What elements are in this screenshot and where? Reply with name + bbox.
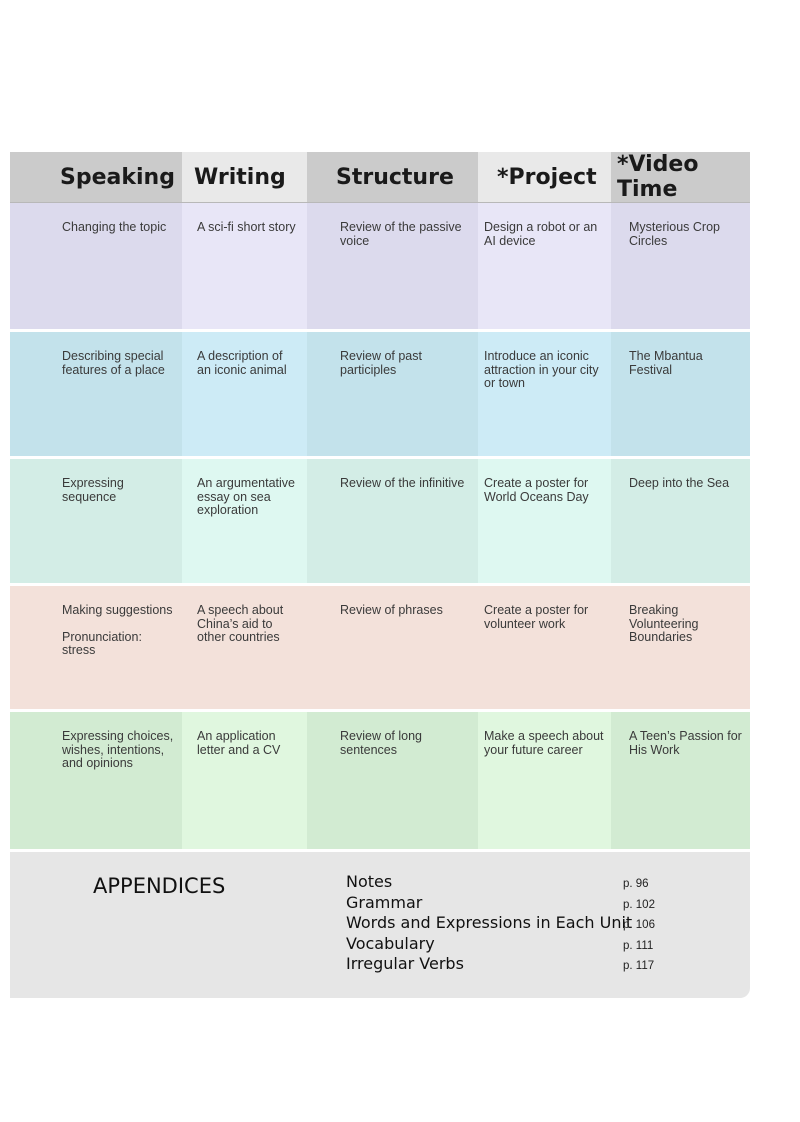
video-cell: Deep into the Sea	[611, 456, 750, 583]
appendix-item-grammar[interactable]	[346, 893, 655, 914]
project-cell: Introduce an iconic attraction in your city or town	[478, 329, 611, 456]
structure-cell: Review of past participles	[307, 329, 478, 456]
appendix-item-notes[interactable]	[346, 872, 655, 893]
header-project: *Project	[478, 152, 611, 203]
structure-cell: Review of phrases	[307, 583, 478, 709]
appendix-name: Notes	[346, 872, 393, 891]
appendices-title: APPENDICES	[93, 874, 226, 898]
speaking-cell	[10, 583, 182, 709]
header-writing: Writing	[182, 152, 307, 203]
appendix-name: Words and Expressions in Each Unit	[346, 913, 633, 932]
writing-cell: A sci-fi short story	[182, 203, 307, 329]
video-cell: Breaking Volunteering Boundaries	[611, 583, 750, 709]
project-cell: Create a poster for volunteer work	[478, 583, 611, 709]
appendix-name: Vocabulary	[346, 933, 435, 953]
appendix-name: Grammar	[346, 892, 423, 912]
speaking-cell	[10, 203, 182, 329]
writing-cell: A speech about China’s aid to other countries	[182, 583, 307, 709]
writing-cell: An argumentative essay on sea exploration	[182, 456, 307, 583]
structure-cell: Review of long sentences	[307, 709, 478, 849]
header-speaking: Speaking	[10, 152, 182, 203]
appendix-page: p. 117	[623, 960, 655, 972]
speaking-cell	[10, 709, 182, 849]
contents-table	[10, 152, 750, 849]
appendix-page: p. 106	[623, 919, 655, 931]
video-cell: Mysterious Crop Circles	[611, 203, 750, 329]
writing-cell: An application letter and a CV	[182, 709, 307, 849]
speaking-text: Describing special features of a place	[62, 349, 165, 377]
appendix-name: Irregular Verbs	[346, 954, 464, 973]
appendix-item-irregular-verbs[interactable]	[346, 954, 655, 975]
header-structure: Structure	[307, 152, 478, 203]
appendix-page: p. 111	[623, 939, 654, 952]
appendix-page: p. 102	[623, 898, 655, 911]
speaking-cell	[10, 456, 182, 583]
speaking-cell	[10, 329, 182, 456]
speaking-text: Expressing sequence	[62, 476, 124, 504]
pronunciation-text: Pronunciation: stress	[62, 629, 142, 657]
writing-cell: A description of an iconic animal	[182, 329, 307, 456]
appendices-panel	[10, 852, 750, 998]
project-cell: Design a robot or an AI device	[478, 203, 611, 329]
appendix-item-vocabulary[interactable]	[346, 934, 655, 955]
video-cell: The Mbantua Festival	[611, 329, 750, 456]
project-cell: Make a speech about your future career	[478, 709, 611, 849]
speaking-text: Changing the topic	[62, 220, 167, 234]
video-cell: A Teen’s Passion for His Work	[611, 709, 750, 849]
project-cell: Create a poster for World Oceans Day	[478, 456, 611, 583]
structure-cell: Review of the passive voice	[307, 203, 478, 329]
speaking-text: Making suggestions	[62, 603, 173, 617]
appendices-list	[346, 872, 655, 975]
appendix-item-words-expressions[interactable]	[346, 913, 655, 934]
speaking-text: Expressing choices, wishes, intentions, and opinions	[62, 729, 174, 770]
header-video-time: *Video Time	[611, 152, 750, 203]
appendix-page: p. 96	[623, 878, 649, 890]
structure-cell: Review of the infinitive	[307, 456, 478, 583]
